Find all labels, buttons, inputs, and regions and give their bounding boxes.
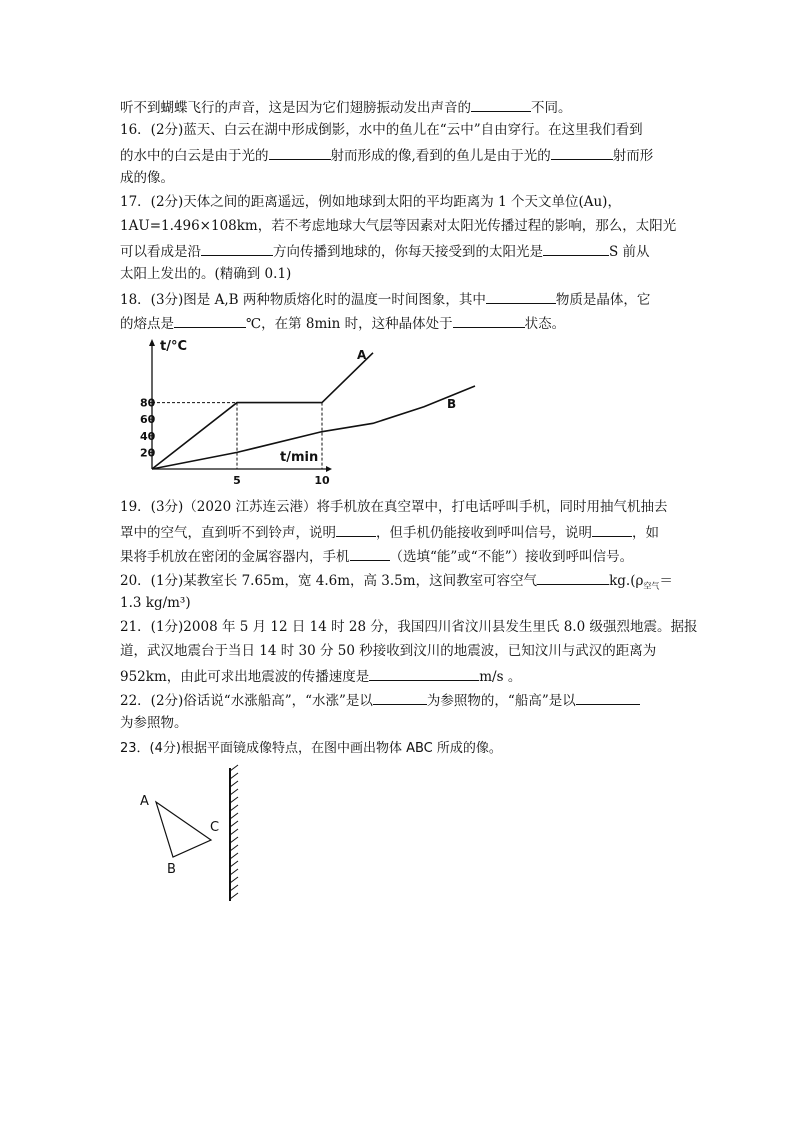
answer-blank[interactable] (592, 522, 632, 537)
answer-blank[interactable] (551, 145, 613, 160)
series-label-A: A (357, 347, 367, 362)
y-tick-label: 20 (140, 446, 156, 460)
y-tick-label: 60 (140, 413, 156, 427)
q15-text: 听不到蝴蝶飞行的声音，这是因为它们翅膀振动发出声音的 (120, 100, 471, 116)
mirror-hatching (230, 765, 238, 899)
mirror-figure (130, 765, 250, 905)
q15-text-end: 不同。 (531, 100, 572, 116)
q18-line1: 18．(3分)图是 A,B 两种物质熔化时的温度一时间图象，其中 物质是晶体，它 (120, 289, 650, 309)
y-axis-arrow (149, 339, 155, 346)
q17-line1: 17．(2分)天体之间的距离遥远，例如地球到太阳的平均距离为 1 个天文单位(Au)， (120, 194, 621, 210)
answer-blank[interactable] (576, 690, 640, 705)
answer-blank[interactable] (369, 666, 479, 681)
q17-line2: 1AU=1.496×108km，若不考虑地球大气层等因素对太阳光传播过程的影响，那么，太阳光 (120, 218, 677, 234)
q22-line2: 为参照物。 (120, 715, 188, 731)
y-tick-label: 80 (140, 396, 156, 410)
label-b: B (167, 862, 176, 877)
answer-blank[interactable] (537, 570, 609, 585)
answer-blank[interactable] (174, 313, 246, 328)
q23-line1: 23．(4分)根据平面镜成像特点，在图中画出物体 ABC 所成的像。 (120, 741, 502, 756)
label-c: C (210, 820, 220, 835)
series-label-B: B (447, 397, 457, 411)
answer-blank[interactable] (336, 522, 376, 537)
q21-line2: 道，武汉地震台于当日 14 时 30 分 50 秒接收到汶川的地震波，已知汶川与武汉的距离为 (120, 643, 657, 659)
x-axis-arrow (326, 466, 332, 472)
q16-line1: 16．(2分)蓝天、白云在湖中形成倒影，水中的鱼儿在“云中”自由穿行。在这里我们看到 (120, 122, 643, 138)
answer-blank[interactable] (350, 546, 390, 561)
q19-line3: 果将手机放在密闭的金属容器内，手机 （选填“能”或“不能”）接收到呼叫信号。 (120, 546, 633, 566)
answer-blank[interactable] (453, 313, 525, 328)
q19-line2: 罩中的空气，直到听不到铃声，说明 ，但手机仍能接收到呼叫信号，说明 ，如 (120, 522, 659, 542)
melting-chart (138, 334, 457, 487)
x-axis-label: t/min (280, 450, 319, 465)
triangle-abc (156, 802, 211, 857)
q17-line4: 太阳上发出的。(精确到 0.1) (120, 266, 292, 282)
y-axis-label: t/°C (160, 339, 188, 354)
label-a: A (140, 794, 149, 809)
q15-tail (120, 97, 572, 117)
answer-blank[interactable] (486, 289, 556, 304)
y-tick-label: 40 (140, 429, 156, 443)
q19-line1: 19．(3分)（2020 江苏连云港）将手机放在真空罩中，打电话呼叫手机，同时用抽气机抽去 (120, 499, 668, 515)
x-tick-label: 5 (233, 474, 241, 487)
series-line-A (152, 353, 373, 469)
q21-line1: 21．(1分)2008 年 5 月 12 日 14 时 28 分，我国四川省汶川县发生里氏 8.0 级强烈地震。据报 (120, 619, 698, 635)
q16-line3: 成的像。 (120, 170, 174, 186)
q21-line3: 952km，由此可求出地震波的传播速度是 m/s 。 (120, 666, 521, 686)
q20-line1: 20．(1分)某教室长 7.65m，宽 4.6m，高 3.5m，这间教室可容空气 $kg.(\rho_{空气}=$ (120, 570, 673, 596)
q18-line2: 的熔点是 ℃，在第 8min 时，这种晶体处于 状态。 (120, 313, 565, 333)
answer-blank[interactable] (543, 241, 609, 256)
answer-blank[interactable] (471, 97, 531, 112)
x-tick-label: 10 (314, 474, 330, 487)
answer-blank[interactable] (201, 241, 273, 256)
q22-line1: 22．(2分)俗话说“水涨船高”，“水涨”是以 为参照物的，“船高”是以 (120, 690, 640, 710)
answer-blank[interactable] (269, 145, 331, 160)
q17-line3: 可以看成是沿 方向传播到地球的，你每天接受到的太阳光是 S 前从 (120, 241, 650, 261)
answer-blank[interactable] (373, 690, 427, 705)
q16-line2: 的水中的白云是由于光的 射而形成的像,看到的鱼儿是由于光的 射而形 (120, 145, 653, 165)
q20-line2: 1.3 kg/m³) (120, 595, 191, 611)
